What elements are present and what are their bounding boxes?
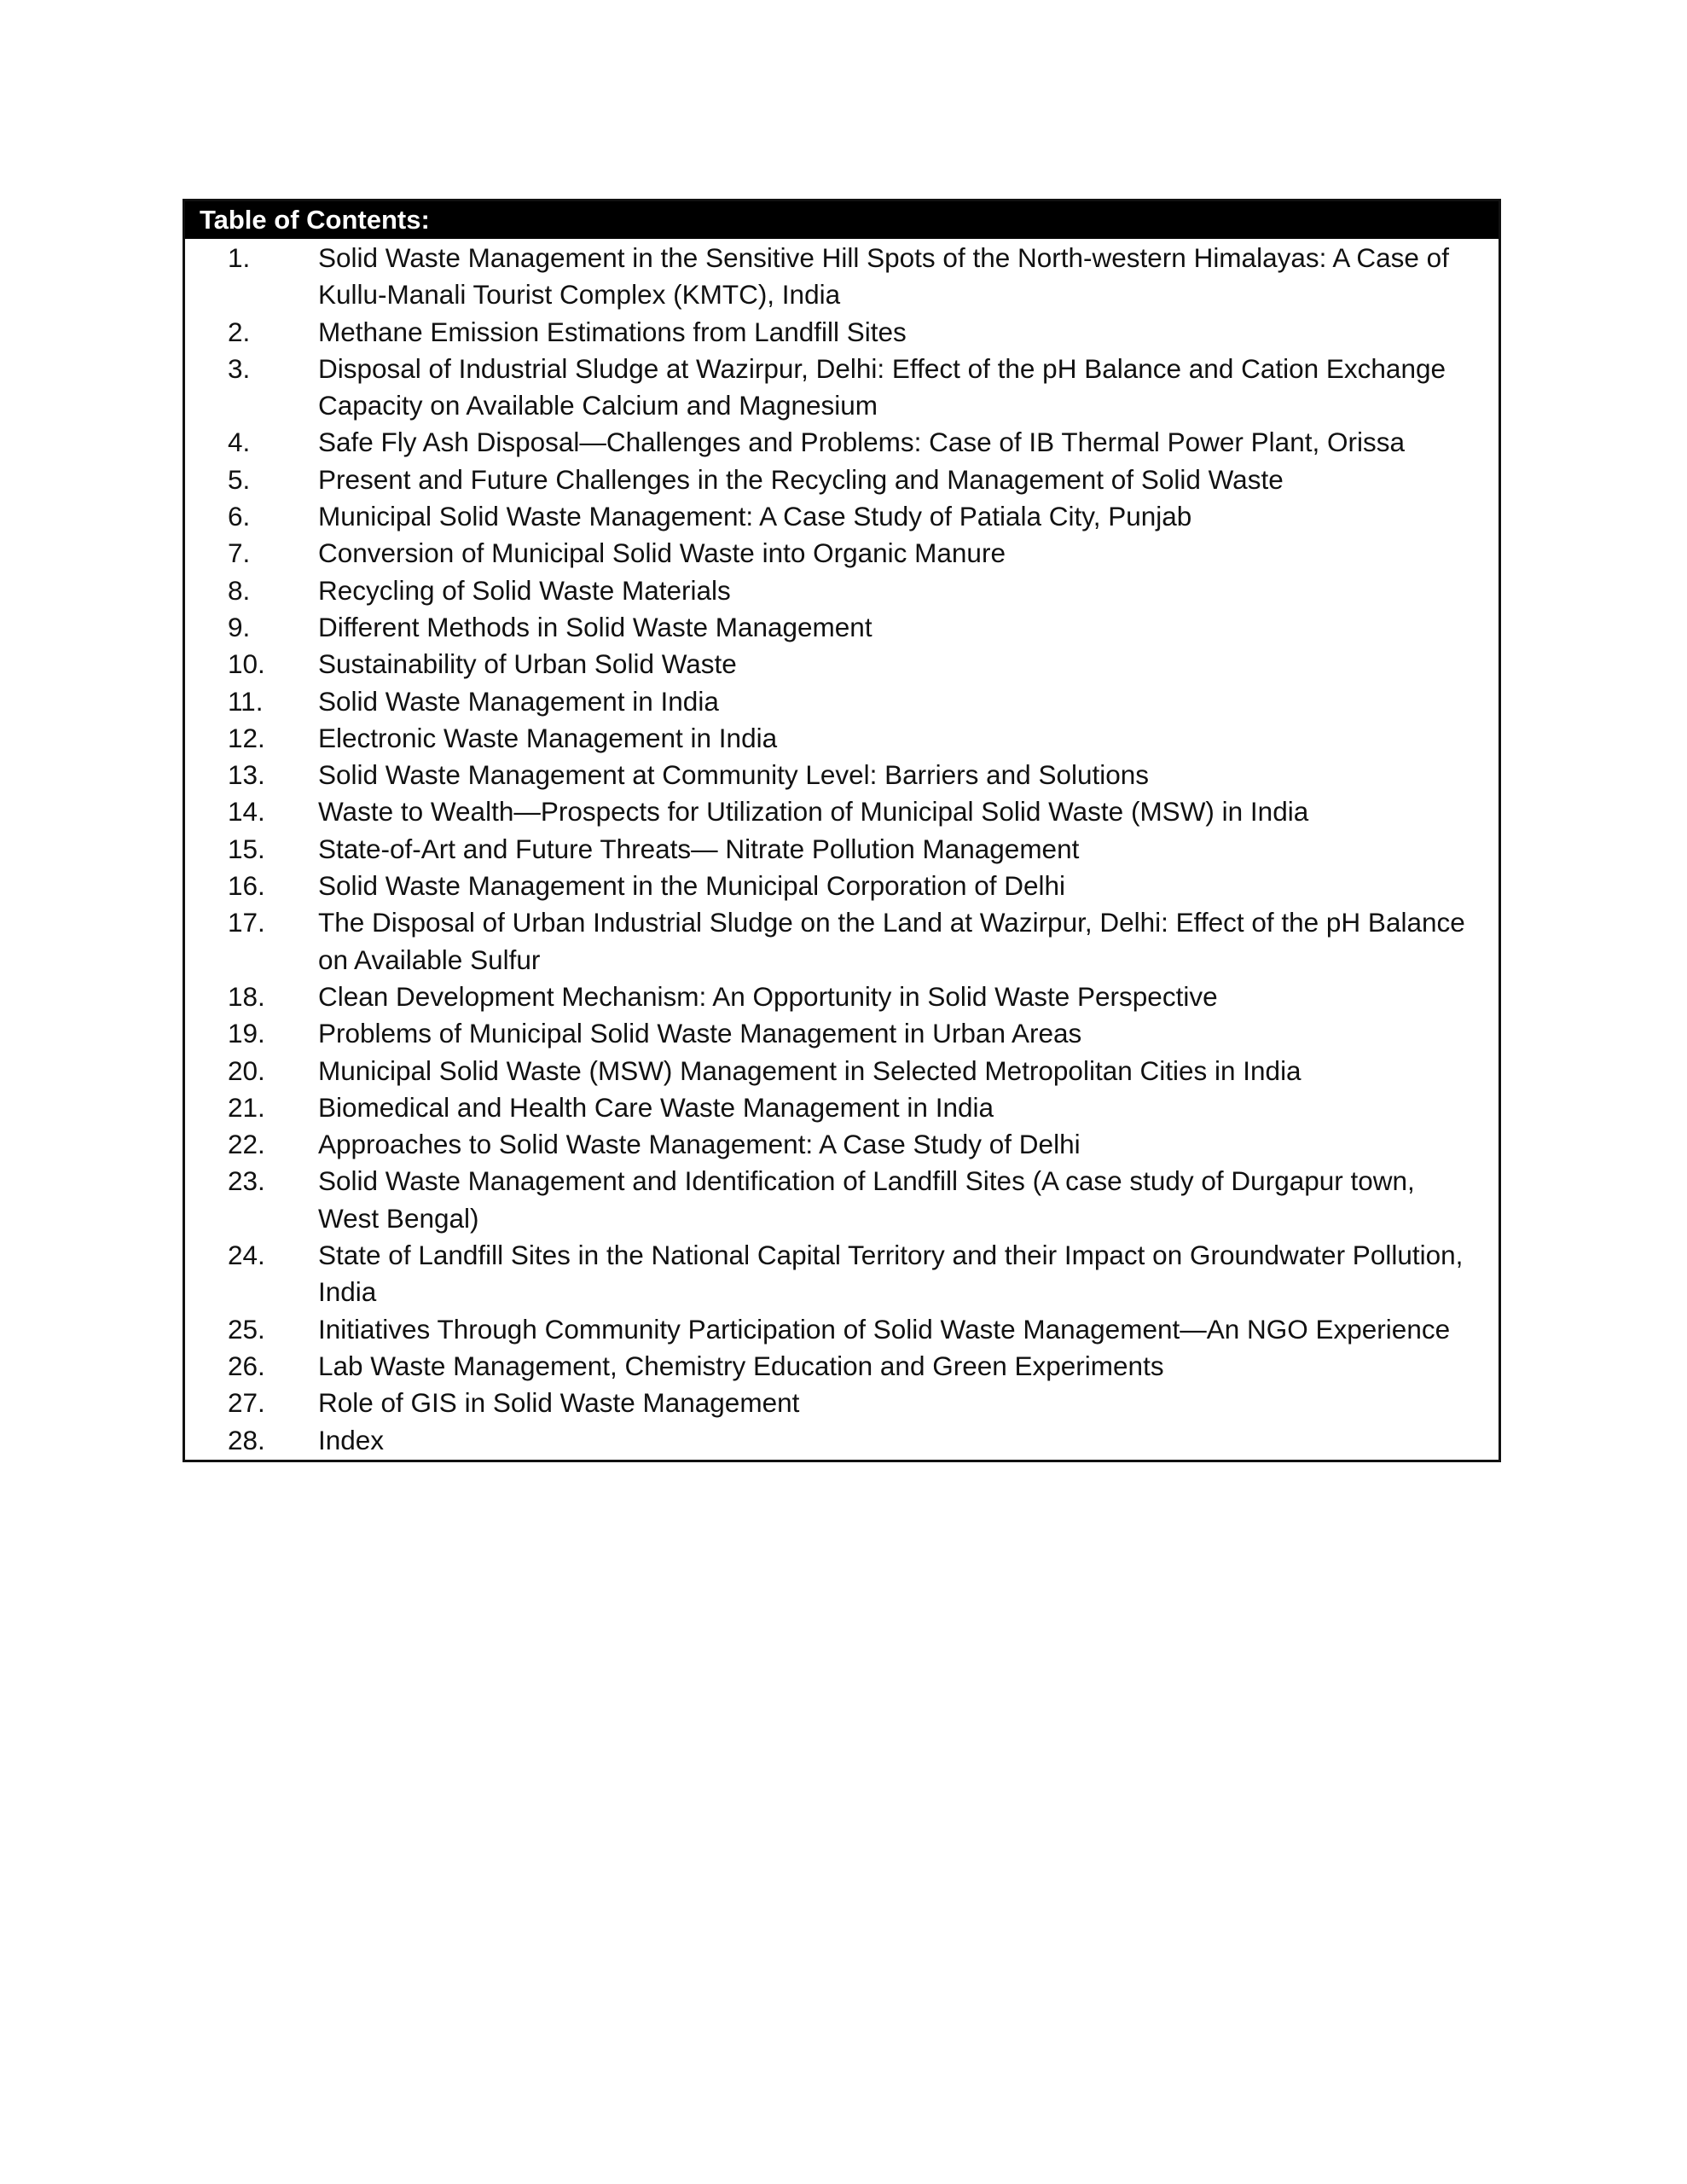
toc-item [185,535,1499,572]
toc-item-title: Solid Waste Management in the Sensitive Hill Spots of the North-western Himalayas: A Case of Kullu-Manali Tourist Complex (KMTC), India [318,242,1449,311]
toc-item-title: Municipal Solid Waste (MSW) Management in Selected Metropolitan Cities in India [318,1054,1301,1086]
toc-item-number: 1. [228,242,251,273]
toc-item-title: Solid Waste Management at Community Level: Barriers and Solutions [318,759,1150,791]
toc-item [185,646,1499,682]
toc-item [185,609,1499,646]
toc-item-number: 23. [228,1165,265,1197]
toc-item-title: Waste to Wealth—Prospects for Utilization of Municipal Solid Waste (MSW) in India [318,796,1309,828]
toc-item-title: Sustainability of Urban Solid Waste [318,648,737,680]
toc-item [185,1089,1499,1126]
toc-item-title: Role of GIS in Solid Waste Management [318,1387,800,1419]
toc-item-number: 14. [228,796,265,828]
toc-item-number: 8. [228,574,251,606]
toc-item [185,979,1499,1015]
toc-item-title: Present and Future Challenges in the Recycling and Management of Solid Waste [318,463,1284,495]
toc-item-number: 6. [228,501,251,532]
toc-item-number: 15. [228,833,265,864]
toc-item [185,1348,1499,1385]
toc-item-title: Lab Waste Management, Chemistry Education and Green Experiments [318,1350,1164,1381]
toc-item [185,757,1499,793]
toc-heading: Table of Contents: [185,201,1499,239]
table-of-contents [183,199,1501,1462]
toc-item [185,1126,1499,1163]
toc-item [185,240,1499,314]
toc-item-title: Different Methods in Solid Waste Management [318,611,872,642]
toc-item-title: Problems of Municipal Solid Waste Management in Urban Areas [318,1018,1082,1049]
toc-item-title: Index [318,1424,385,1455]
toc-item-number: 4. [228,427,251,458]
toc-item-title: Clean Development Mechanism: An Opportunity in Solid Waste Perspective [318,980,1218,1012]
toc-item-number: 13. [228,759,265,791]
toc-item-title: Approaches to Solid Waste Management: A Case Study of Delhi [318,1129,1081,1160]
toc-item-number: 20. [228,1054,265,1086]
toc-item-number: 16. [228,870,265,902]
toc-item [185,498,1499,535]
toc-item [185,1237,1499,1311]
toc-item-number: 2. [228,316,251,347]
toc-item [185,868,1499,904]
toc-item [185,683,1499,720]
toc-item-title: Safe Fly Ash Disposal—Challenges and Problems: Case of IB Thermal Power Plant, Orissa [318,427,1405,458]
toc-item [185,351,1499,425]
toc-item-number: 21. [228,1091,265,1123]
toc-item [185,793,1499,830]
toc-item [185,720,1499,757]
toc-item-number: 12. [228,722,265,753]
toc-item-title: Biomedical and Health Care Waste Management in India [318,1091,994,1123]
toc-item-number: 27. [228,1387,265,1419]
toc-item [185,904,1499,979]
toc-item [185,314,1499,351]
toc-item-number: 9. [228,611,251,642]
toc-item-title: Conversion of Municipal Solid Waste into Organic Manure [318,537,1006,569]
toc-item-number: 28. [228,1424,265,1455]
toc-item-number: 11. [228,685,264,717]
toc-item [185,1385,1499,1421]
toc-item-number: 10. [228,648,265,680]
toc-item-number: 24. [228,1240,265,1271]
toc-item-title: Solid Waste Management and Identification of Landfill Sites (A case study of Durgapur town, West Bengal) [318,1165,1415,1234]
toc-item-number: 3. [228,352,251,384]
toc-list [185,239,1499,1459]
toc-item-title: State-of-Art and Future Threats— Nitrate Pollution Management [318,833,1080,864]
toc-item-number: 5. [228,463,251,495]
toc-item-title: Solid Waste Management in India [318,685,719,717]
toc-item [185,572,1499,609]
toc-item-number: 26. [228,1350,265,1381]
toc-item-title: Initiatives Through Community Participation of Solid Waste Management—An NGO Experience [318,1313,1451,1345]
toc-item [185,1422,1499,1459]
toc-item-number: 25. [228,1313,265,1345]
toc-item-title: Municipal Solid Waste Management: A Case Study of Patiala City, Punjab [318,501,1192,532]
toc-item-title: Recycling of Solid Waste Materials [318,574,731,606]
toc-item-title: Electronic Waste Management in India [318,722,778,753]
toc-item [185,1311,1499,1348]
toc-item-number: 19. [228,1018,265,1049]
toc-item-title: Solid Waste Management in the Municipal Corporation of Delhi [318,870,1066,902]
toc-item [185,1015,1499,1052]
toc-item [185,462,1499,498]
toc-item-title: The Disposal of Urban Industrial Sludge on the Land at Wazirpur, Delhi: Effect of the pH Balance on Available Sulfur [318,907,1465,975]
toc-item-title: State of Landfill Sites in the National Capital Territory and their Impact on Groundwater Pollution, India [318,1240,1464,1308]
toc-item [185,831,1499,868]
toc-item-number: 18. [228,980,265,1012]
toc-item [185,1053,1499,1089]
toc-item-number: 7. [228,537,251,569]
toc-item [185,424,1499,461]
toc-item [185,1163,1499,1237]
toc-item-number: 22. [228,1129,265,1160]
toc-item-title: Disposal of Industrial Sludge at Wazirpur, Delhi: Effect of the pH Balance and Cation Exchange Capacity on Available Calcium and Magnesium [318,352,1446,421]
toc-item-title: Methane Emission Estimations from Landfill Sites [318,316,907,347]
toc-item-number: 17. [228,907,265,938]
